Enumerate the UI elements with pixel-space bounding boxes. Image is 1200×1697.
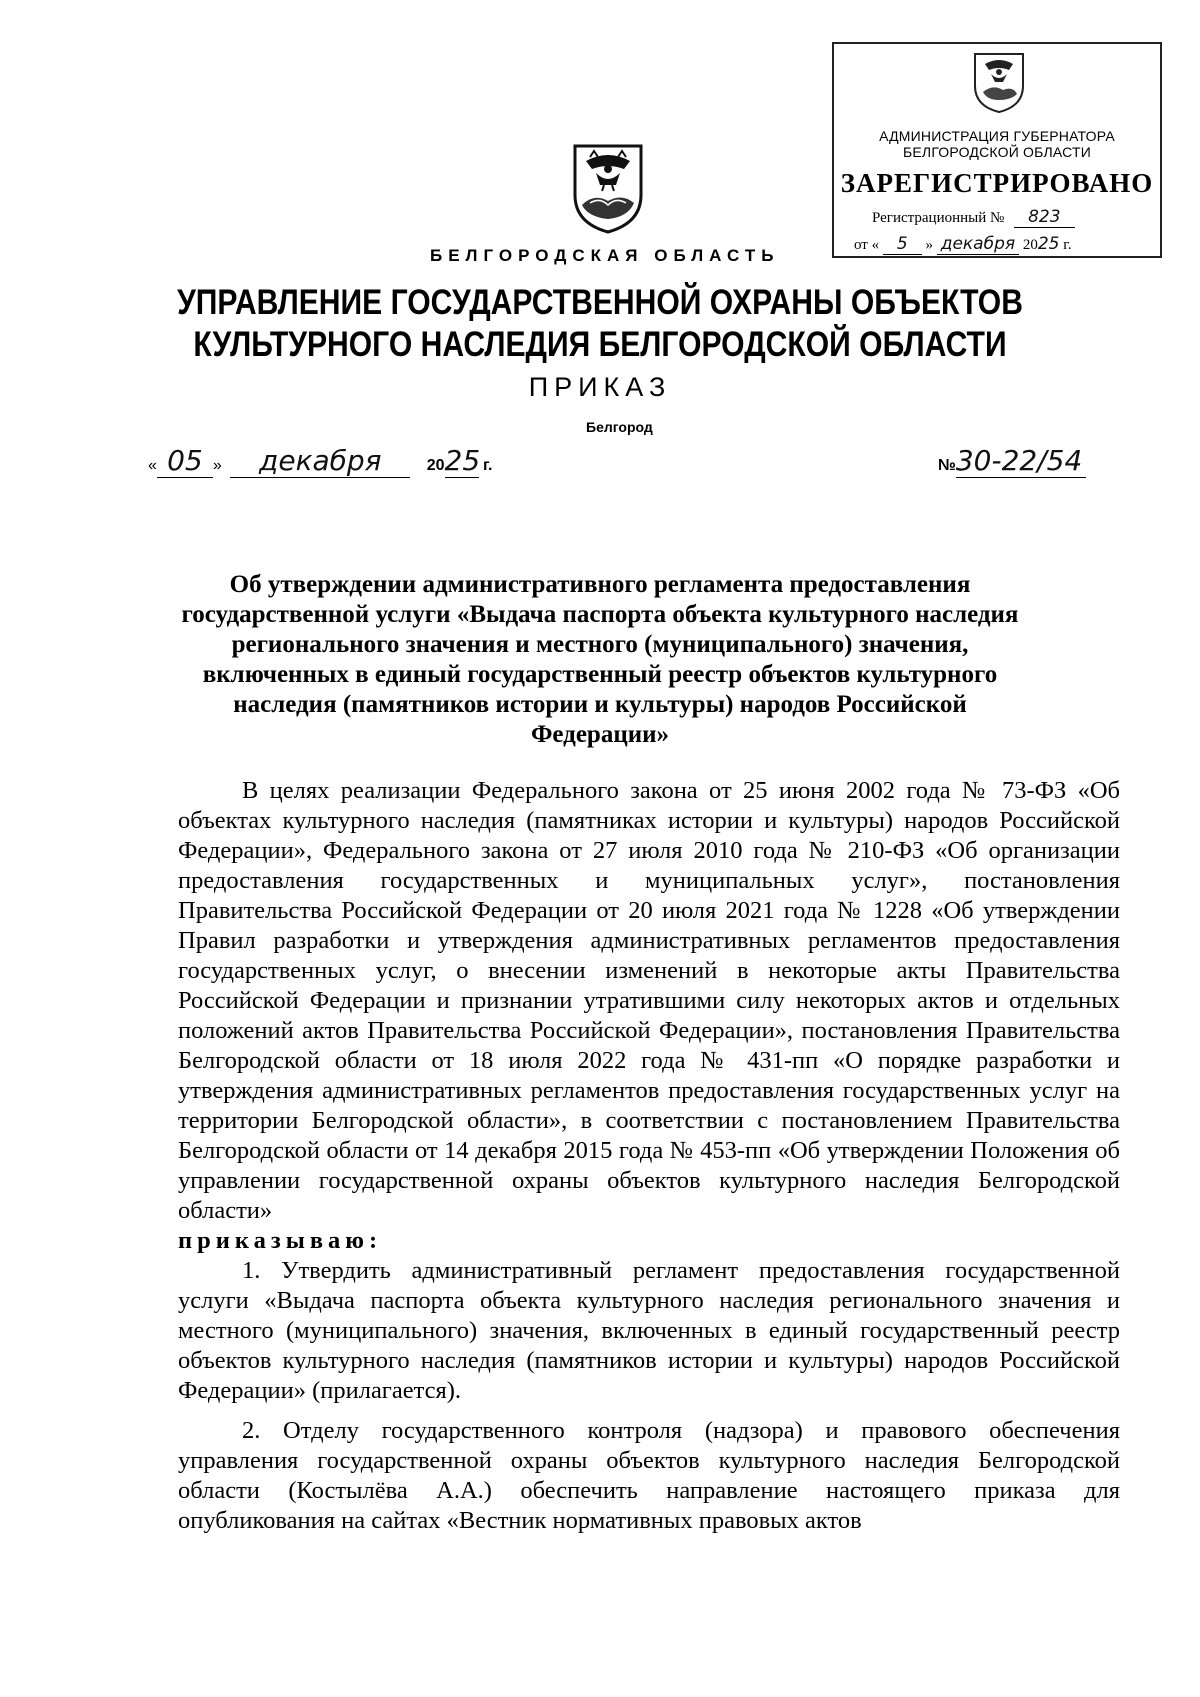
stamp-org-line1: АДМИНИСТРАЦИЯ ГУБЕРНАТОРА [879,128,1115,144]
order-word-text: приказываю: [178,1227,383,1254]
order-date [148,444,492,478]
document-title [140,570,1060,750]
organization-title-line1: УПРАВЛЕНИЕ ГОСУДАРСТВЕННОЙ ОХРАНЫ ОБЪЕКТОВ [177,283,1023,322]
preamble-paragraph [178,776,1120,1226]
order-number [938,444,1086,477]
city-name: Белгород [586,419,653,435]
date-year-suffix: 25 [444,444,481,477]
coat-of-arms-icon [572,143,644,235]
stamp-quote-close: » [925,237,933,253]
stamp-org [834,128,1160,160]
document-title-line: Об утверждении административного регламента предоставления [229,571,971,598]
date-year-prefix: 20 [426,457,445,474]
document-title-line: включенных в единый государственный реестр объектов культурного [202,661,998,688]
stamp-day: 5 [883,234,922,255]
order-number-label: № [938,457,956,474]
region-name: БЕЛГОРОДСКАЯ ОБЛАСТЬ [430,246,780,265]
stamp-status: ЗАРЕГИСТРИРОВАНО [840,168,1154,198]
date-quote-close: » [212,457,222,474]
organization-title [84,282,1116,366]
preamble-text: В целях реализации Федерального закона от 25 июня 2002 года № 73-ФЗ «Об объектах культурного наследия (памятниках истории и культуры) народов Российской Федерации», Федерального закона от 27 июля 2010 года № 210-ФЗ «Об организации предоставления государственных и муниципальных услуг», постановления Правительства Российской Федерации от 20 июля 2021 года № 1228 «Об утверждении Правил разработки и утверждения административных регламентов предоставления государственных услуг, о внесении изменений в некоторые акты Правительства Российской Федерации и признании утратившими силу некоторых актов и отдельных положений актов Правительства Российской Федерации», постановления Правительства Белгородской области от 18 июля 2022 года № 431-пп «О порядке разработки и утверждения административных регламентов предоставления государственных услуг на территории Белгородской области», в соответствии с постановлением Правительства Белгородской области от 14 декабря 2015 года № 453-пп «Об утверждении Положения об управлении государственной охраны объектов культурного наследия Белгородской области» [178,777,1120,1224]
registration-stamp [832,42,1162,258]
stamp-reg-row [872,207,1075,227]
document-title-line: государственной услуги «Выдача паспорта объекта культурного наследия [181,601,1019,628]
document-title-line: наследия (памятников истории и культуры) народов Российской [233,691,967,718]
date-day: 05 [157,444,213,478]
stamp-reg-label: Регистрационный № [872,210,1005,226]
document-body [178,776,1120,1536]
date-year-g: г. [482,457,493,474]
item-2-paragraph: 2. Отделу государственного контроля (надзора) и правового обеспечения управления государственной охраны объектов культурного наследия Белгородской области (Костылёва А.А.) обеспечить направление настоящего приказа для опубликования на сайтах «Вестник нормативных правовых актов [178,1417,1120,1534]
stamp-year-prefix: 20 [1022,237,1038,253]
stamp-year-suffix: 25 [1037,234,1060,254]
date-month: декабря [230,444,410,478]
document-title-line: Федерации» [530,721,670,748]
stamp-reg-number: 823 [1014,207,1074,228]
coat-of-arms-icon [973,52,1025,114]
stamp-date-row [854,234,1071,254]
order-number-value: 30-22/54 [956,444,1086,478]
order-word [178,1226,1120,1256]
document-title-line: регионального значения и местного (муниципального) значения, [231,631,969,658]
stamp-from-label: от « [854,237,880,253]
stamp-org-line2: БЕЛГОРОДСКОЙ ОБЛАСТИ [903,144,1091,160]
organization-title-line2: КУЛЬТУРНОГО НАСЛЕДИЯ БЕЛГОРОДСКОЙ ОБЛАСТИ [193,325,1007,364]
date-quote-open: « [148,457,157,474]
item-1-paragraph: 1. Утвердить административный регламент предоставления государственной услуги «Выдача паспорта объекта культурного наследия регионального значения и местного (муниципального) значения, включенных в единый государственный реестр объектов культурного наследия (памятников истории и культуры) народов Российской Федерации» (прилагается). [178,1257,1120,1404]
stamp-year-g: г. [1063,237,1072,253]
document-type: ПРИКАЗ [528,372,672,402]
stamp-month: декабря [937,234,1019,255]
